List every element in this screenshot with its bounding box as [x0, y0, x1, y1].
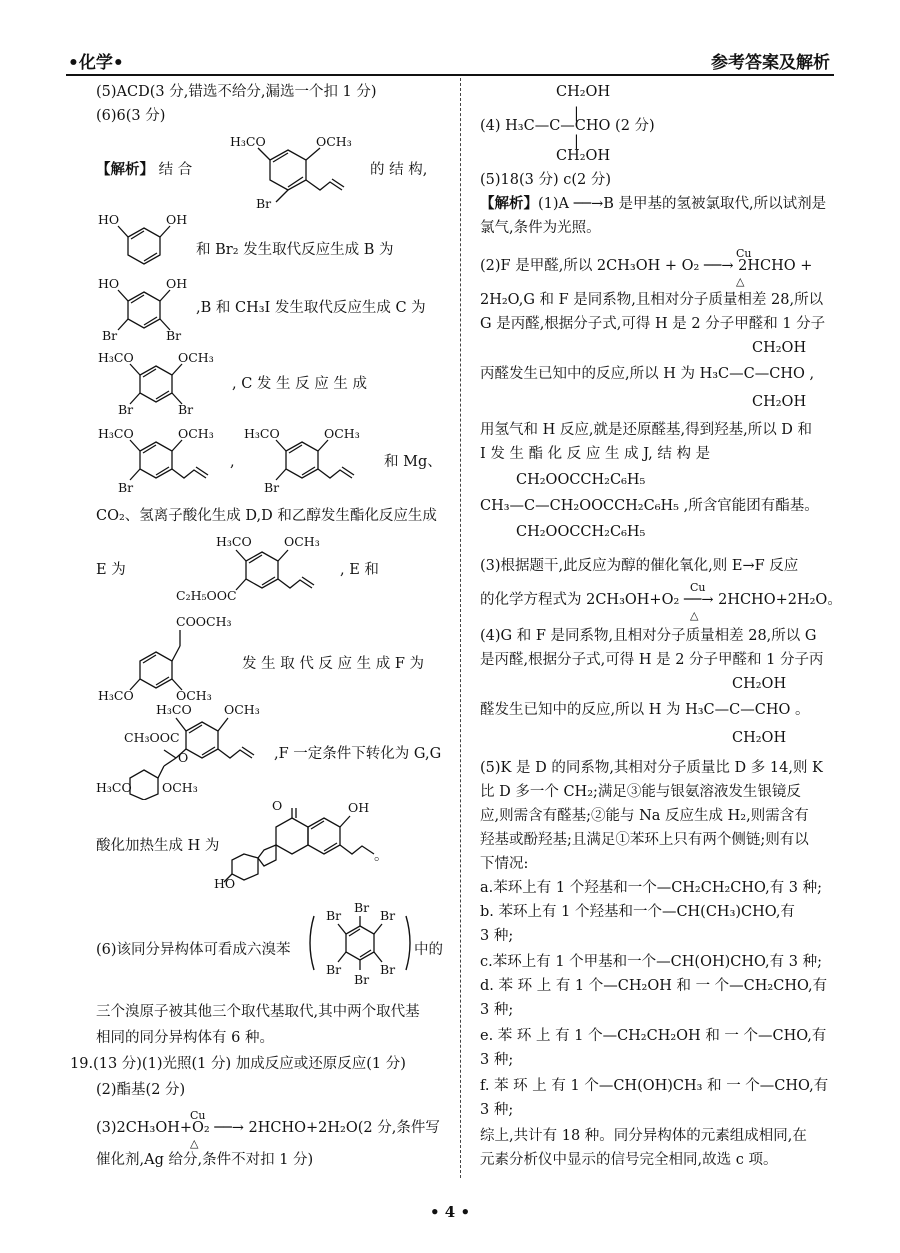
h-bottom-group-2: CH₂OH — [752, 394, 807, 410]
h-bottom-group-3: CH₂OH — [732, 730, 787, 746]
case-e-count: 3 种; — [480, 1052, 514, 1068]
analysis-19-5b: 比 D 多一个 CH₂;满足③能与银氨溶液发生银镜反 — [480, 784, 801, 800]
analysis-19-5: (5)K 是 D 的同系物,其相对分子质量比 D 多 14,则 K — [480, 760, 823, 776]
label-och3: OCH₃ — [316, 134, 352, 149]
label-br: Br — [326, 908, 342, 923]
label-och3: OCH₃ — [178, 350, 214, 365]
subject-label: •化学• — [68, 53, 124, 73]
answer-19-5: (5)18(3 分) c(2 分) — [480, 172, 612, 188]
answer-19-3: (3)2CH₃OH+O₂ ──→ 2HCHO+2H₂O(2 分,条件写 — [96, 1120, 440, 1136]
text-isomer-2: 相同的同分异构体有 6 种。 — [96, 1030, 274, 1046]
section-title: 参考答案及解析 — [711, 53, 830, 73]
case-e: e. 苯 环 上 有 1 个—CH₂CH₂OH 和 一 个—CHO,有 — [480, 1028, 827, 1044]
analysis-19-1b: 氯气,条件为光照。 — [480, 220, 601, 236]
molecule-allyl-bromo-2 — [242, 420, 372, 498]
label-och3: OCH₃ — [324, 426, 360, 441]
label-br: Br — [118, 480, 134, 495]
analysis-19-2e: 用氢气和 H 反应,就是还原醛基,得到羟基,所以 D 和 — [480, 422, 813, 438]
h-top-group-3: CH₂OH — [732, 676, 787, 692]
j-structure: CH₃—C—CH₂OOCCH₂C₆H₅ ,所含官能团有酯基。 — [480, 498, 819, 514]
label-h3co: H₃CO — [156, 702, 192, 717]
label-br: Br — [256, 196, 272, 210]
label-h3co: H₃CO — [98, 688, 134, 702]
label-ho: HO — [214, 876, 236, 890]
text-step-f: 发 生 取 代 反 应 生 成 F 为 — [242, 656, 425, 672]
answer-19-3-note: 催化剂,Ag 给分,条件不对扣 1 分) — [96, 1152, 314, 1168]
text-step-g: ,F 一定条件下转化为 G,G — [274, 746, 442, 762]
condition-cu: Cu — [190, 1109, 206, 1122]
label-och3: OCH₃ — [284, 534, 320, 549]
molecule-h — [214, 798, 384, 890]
condition-cu: Cu — [690, 581, 706, 594]
case-d-count: 3 种; — [480, 1002, 514, 1018]
question-19: 19.(13 分)(1)光照(1 分) 加成反应或还原反应(1 分) — [70, 1056, 406, 1072]
molecule-e — [176, 530, 336, 610]
molecule-dibromo-resorcinol — [96, 270, 206, 340]
analysis-tag: 【解析】 — [480, 195, 538, 212]
text-step-d: , C 发 生 反 应 生 成 — [232, 376, 367, 392]
label-br: Br — [102, 328, 118, 340]
text-hexabromo-a: (6)该同分异构体可看成六溴苯 — [96, 942, 291, 958]
label-h3co: H₃CO — [96, 780, 132, 795]
label-oh: OH — [348, 800, 370, 815]
condition-heat: △ — [736, 275, 745, 288]
analysis-19-5d: 羟基或酚羟基;且满足①苯环上只有两个侧链;则有以 — [480, 832, 809, 848]
label-br: Br — [118, 402, 134, 416]
answer-6: (6)6(3 分) — [96, 108, 166, 124]
label-h3co: H₃CO — [216, 534, 252, 549]
label-ch3ooc: CH₃OOC — [124, 730, 180, 745]
text-mg: 和 Mg、 — [384, 454, 442, 470]
analysis-text-b: 的 结 构, — [370, 162, 428, 178]
answer-5: (5)ACD(3 分,错选不给分,漏选一个扣 1 分) — [96, 84, 377, 100]
analysis-19-2: (2)F 是甲醛,所以 2CH₃OH + O₂ ──→ 2HCHO + — [480, 258, 813, 274]
case-f-count: 3 种; — [480, 1102, 514, 1118]
label-br: Br — [380, 962, 396, 977]
j-top-group: CH₂OOCCH₂C₆H₅ — [516, 472, 646, 488]
label-br: Br — [354, 900, 370, 915]
analysis-19-5e: 下情况: — [480, 856, 529, 872]
molecule-start-structure — [228, 128, 358, 210]
text-isomer-1: 三个溴原子被其他三个取代基取代,其中两个取代基 — [96, 1004, 420, 1020]
h-bottom-group: CH₂OH — [556, 148, 611, 164]
label-h3co: H₃CO — [98, 426, 134, 441]
molecule-resorcinol — [96, 206, 206, 268]
label-oh: OH — [166, 212, 188, 227]
molecule-diaryl-ester — [96, 612, 236, 702]
h-bond-top: | — [574, 106, 579, 122]
label-o: O — [178, 750, 189, 765]
h-bond-bottom: | — [574, 134, 579, 150]
molecule-dimethoxy-dibromo — [96, 344, 226, 416]
molecule-allyl-bromo-1 — [96, 420, 226, 498]
molecule-f — [96, 700, 276, 800]
label-br: Br — [166, 328, 182, 340]
analysis-19-4c: 醛发生已知中的反应,所以 H 为 H₃C—C—CHO 。 — [480, 702, 810, 718]
case-b-count: 3 种; — [480, 928, 514, 944]
label-br: Br — [264, 480, 280, 495]
label-och3: OCH₃ — [176, 688, 212, 702]
analysis-19-2d: 丙醛发生已知中的反应,所以 H 为 H₃C—C—CHO , — [480, 366, 815, 382]
analysis-19-2c: G 是丙醛,根据分子式,可得 H 是 2 分子甲醛和 1 分子 — [480, 316, 826, 332]
analysis-19-4b: 是丙醛,根据分子式,可得 H 是 2 分子甲醛和 1 分子丙 — [480, 652, 824, 668]
label-br: Br — [354, 972, 370, 986]
analysis-label — [96, 160, 192, 180]
case-d: d. 苯 环 上 有 1 个—CH₂OH 和 一 个—CH₂CHO,有 — [480, 978, 828, 994]
text-hexabromo-b: 中的 — [414, 942, 443, 958]
text-h-label: 酸化加热生成 H 为 — [96, 838, 220, 854]
analysis-19-1-text: (1)A ──→B 是甲基的氢被氯取代,所以试剂是 — [538, 196, 827, 212]
text-step-e: CO₂、氢离子酸化生成 D,D 和乙醇发生酯化反应生成 — [96, 508, 437, 524]
analysis-19-2b: 2H₂O,G 和 F 是同系物,且相对分子质量相差 28,所以 — [480, 292, 824, 308]
label-och3: OCH₃ — [224, 702, 260, 717]
label-c2h5ooc: C₂H₅OOC — [176, 588, 237, 603]
case-f: f. 苯 环 上 有 1 个—CH(OH)CH₃ 和 一 个—CHO,有 — [480, 1078, 829, 1094]
condition-heat: △ — [690, 609, 699, 622]
text-e-and: , E 和 — [340, 562, 379, 578]
label-ho: HO — [98, 212, 120, 227]
text-step-c: ,B 和 CH₃I 发生取代反应生成 C 为 — [196, 300, 426, 316]
j-bottom-group: CH₂OOCCH₂C₆H₅ — [516, 524, 646, 540]
condition-cu: Cu — [736, 247, 752, 260]
label-h3co: H₃CO — [98, 350, 134, 365]
analysis-19-4: (4)G 和 F 是同系物,且相对分子质量相差 28,所以 G — [480, 628, 817, 644]
analysis-19-2f: I 发 生 酯 化 反 应 生 成 J, 结 构 是 — [480, 446, 711, 462]
label-oh: OH — [166, 276, 188, 291]
case-c: c.苯环上有 1 个甲基和一个—CH(OH)CHO,有 3 种; — [480, 954, 822, 970]
h-top-group-2: CH₂OH — [752, 340, 807, 356]
label-ho: HO — [98, 276, 120, 291]
label-br: Br — [326, 962, 342, 977]
label-br: Br — [178, 402, 194, 416]
column-divider — [460, 78, 461, 1178]
label-h3co: H₃CO — [230, 134, 266, 149]
text-step-b: 和 Br₂ 发生取代反应生成 B 为 — [196, 242, 394, 258]
case-a: a.苯环上有 1 个羟基和一个—CH₂CH₂CHO,有 3 种; — [480, 880, 823, 896]
answer-19-4: (4) H₃C—C—CHO (2 分) — [480, 118, 655, 134]
case-b: b. 苯环上有 1 个羟基和一个—CH(CH₃)CHO,有 — [480, 904, 795, 920]
analysis-tag: 【解析】 — [96, 161, 154, 178]
label-br: Br — [380, 908, 396, 923]
label-och3: OCH₃ — [178, 426, 214, 441]
text-e-label: E 为 — [96, 562, 126, 578]
analysis-text-a: 结 合 — [158, 162, 193, 178]
h-top-group: CH₂OH — [556, 84, 611, 100]
conclusion-2: 元素分析仪中显示的信号完全相同,故选 c 项。 — [480, 1152, 778, 1168]
label-cooch3: COOCH₃ — [176, 614, 232, 629]
label-h3co: H₃CO — [244, 426, 280, 441]
analysis-19-1 — [480, 194, 826, 214]
answer-19-2: (2)酯基(2 分) — [96, 1082, 186, 1098]
header-rule — [66, 74, 834, 76]
analysis-19-3: (3)根据题干,此反应为醇的催化氧化,则 E→F 反应 — [480, 558, 799, 574]
text-sep: , — [230, 454, 235, 470]
condition-heat: △ — [190, 1137, 199, 1150]
label-och3: OCH₃ — [162, 780, 198, 795]
text-period: 。 — [374, 848, 389, 864]
label-o: O — [272, 798, 283, 813]
page-number: • 4 • — [429, 1203, 471, 1221]
analysis-19-3b: 的化学方程式为 2CH₃OH+O₂ ──→ 2HCHO+2H₂O。 — [480, 592, 842, 608]
conclusion-1: 综上,共计有 18 种。同分异构体的元素组成相同,在 — [480, 1128, 807, 1144]
analysis-19-5c: 应,则需含有醛基;②能与 Na 反应生成 H₂,则需含有 — [480, 808, 809, 824]
molecule-hexabromobenzene — [306, 900, 416, 986]
